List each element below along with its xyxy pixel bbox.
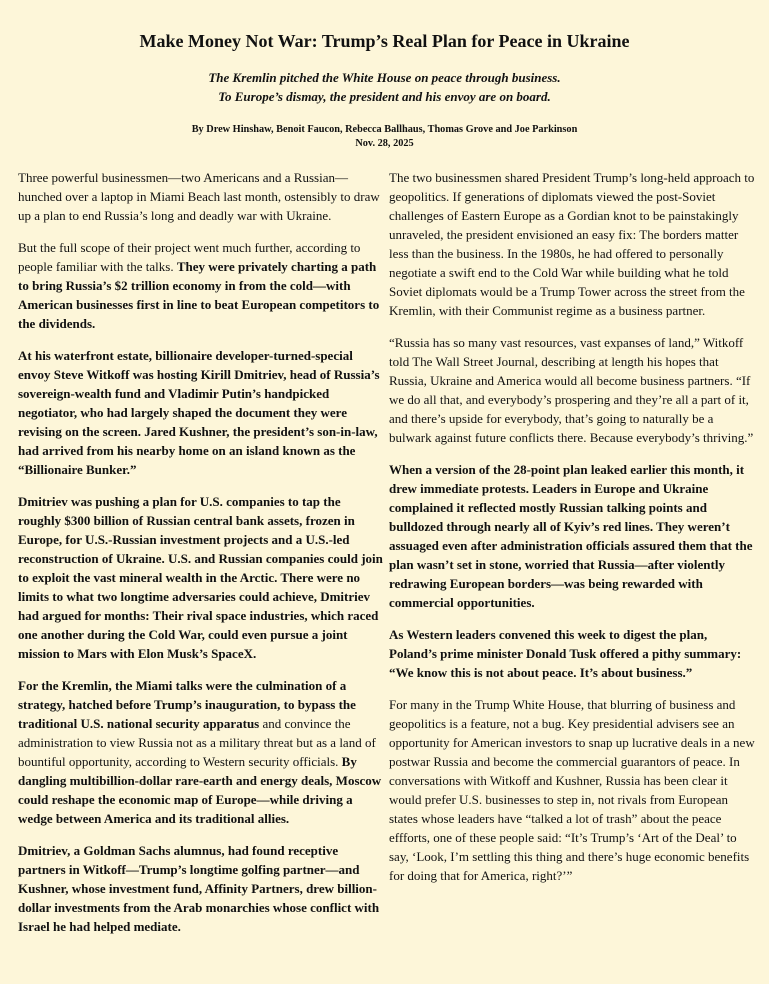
article-body xyxy=(18,168,757,949)
left-column xyxy=(18,168,386,949)
right-column xyxy=(389,168,757,949)
paragraph: Three powerful businessmen—two Americans and a Russian—hunched over a laptop in Miami Beach last month, ostensibly to draw up a plan to end Russia’s long and deadly war with Ukraine. xyxy=(18,170,380,223)
paragraph: As Western leaders convened this week to digest the plan, Poland’s prime minister Donald Tusk offered a pithy summary: “We know this is not about peace. It’s about business.” xyxy=(389,627,742,680)
byline: By Drew Hinshaw, Benoit Faucon, Rebecca Ballhaus, Thomas Grove and Joe Parkinson xyxy=(191,124,578,135)
paragraph xyxy=(18,676,386,828)
paragraph-bold-text: By dangling multibillion-dollar rare-earth and energy deals, Moscow could reshape the economic map of Europe—while driving a wedge between America and its traditional allies. xyxy=(18,754,382,826)
dek-line-2: To Europe’s dismay, the president and his envoy are on board. xyxy=(218,89,551,104)
paragraph: For many in the Trump White House, that blurring of business and geopolitics is a feature, not a bug. Key presidential advisers see an opportunity for American investors to snap up lucrative deals in a new postwar Russia and become the commercial guarantors of peace. In conversations with Witkoff and Kushner, Russia has been clear it would prefer U.S. businesses to step in, not rivals from European states whose leaders have “talked a lot of trash” about the peace effforts, one of these people said: “It’s Trump’s ‘Art of the Deal’ to say, ‘Look, I’m settling this thing and there’s huge economic benefits for doing that for America, right?’” xyxy=(389,697,755,883)
paragraph xyxy=(18,238,386,333)
paragraph: At his waterfront estate, billionaire developer-turned-special envoy Steve Witkoff was hosting Kirill Dmitriev, head of Russia’s sovereign-wealth fund and Vladimir Putin’s handpicked negotiator, who had largely shaped the document they were revising on the screen. Jared Kushner, the president’s son-in-law, had arrived from his nearby home on an island known as the “Billionaire Bunker.” xyxy=(18,348,380,477)
paragraph-bold-text: For the Kremlin, the Miami talks were the culmination of a strategy, hatched before Trump’s inauguration, to bypass the traditional U.S. national security apparatus xyxy=(18,678,356,731)
paragraph-text: But the full scope of their project went much further, according to people familiar with the talks. xyxy=(18,240,361,274)
paragraph: Dmitriev was pushing a plan for U.S. companies to tap the roughly $300 billion of Russian central bank assets, frozen in Europe, for U.S.-Russian investment projects and a U.S.-led reconstruction of Ukraine. U.S. and Russian companies could join to exploit the vast mineral wealth in the Arctic. There were no limits to what two longtime adversaries could achieve, Dmitriev had argued for months: Their rival space industries, which raced one another during the Cold War, could even pursue a joint mission to Mars with Elon Musk’s SpaceX. xyxy=(18,494,383,661)
paragraph: The two businessmen shared President Trump’s long-held approach to geopolitics. If generations of diplomats viewed the post-Soviet challenges of Eastern Europe as a Gordian knot to be painstakingly unraveled, the president envisioned an easy fix: The borders matter less than the business. In the 1980s, he had offered to personally negotiate a swift end to the Cold War while building what he told Soviet diplomats would be a Trump Tower across the street from the Kremlin, with their Communist regime as a business partner. xyxy=(389,170,755,318)
dek-line-1: The Kremlin pitched the White House on peace through business. xyxy=(208,70,561,85)
headline: Make Money Not War: Trump’s Real Plan for Peace in Ukraine xyxy=(139,31,630,51)
paragraph-bold-text: They were privately charting a path to bring Russia’s $2 trillion economy in from the cold—with American businesses first in line to beat European competitors to the dividends. xyxy=(18,259,380,331)
publish-date: Nov. 28, 2025 xyxy=(355,138,414,149)
paragraph: Dmitriev, a Goldman Sachs alumnus, had found receptive partners in Witkoff—Trump’s longtime golfing partner—and Kushner, whose investment fund, Affinity Partners, drew billion-dollar investments from the Arab monarchies whose conflict with Israel he had helped mediate. xyxy=(18,843,380,934)
paragraph: “Russia has so many vast resources, vast expanses of land,” Witkoff told The Wall Street Journal, describing at length his hopes that Russia, Ukraine and America would all become business partners. “If we do all that, and everybody’s prospering and they’re all a part of it, and there’s upside for everybody, that’s going to naturally be a bulwark against future conflicts there. Because everybody’s thriving.” xyxy=(389,335,754,445)
paragraph-text: and convince the administration to view Russia not as a military threat but as a land of bountiful opportunity, according to Western security officials. xyxy=(18,716,376,769)
dek xyxy=(18,68,751,106)
paragraph: When a version of the 28-point plan leaked earlier this month, it drew immediate protests. Leaders in Europe and Ukraine complained it reflected mostly Russian talking points and bulldozed through nearly all of Kyiv’s red lines. They weren’t assuaged even after administration officials assured them that the plan wasn’t set in stone, worried that Russia—after violently redrawing European borders—was being rewarded with commercial opportunities. xyxy=(389,462,753,610)
